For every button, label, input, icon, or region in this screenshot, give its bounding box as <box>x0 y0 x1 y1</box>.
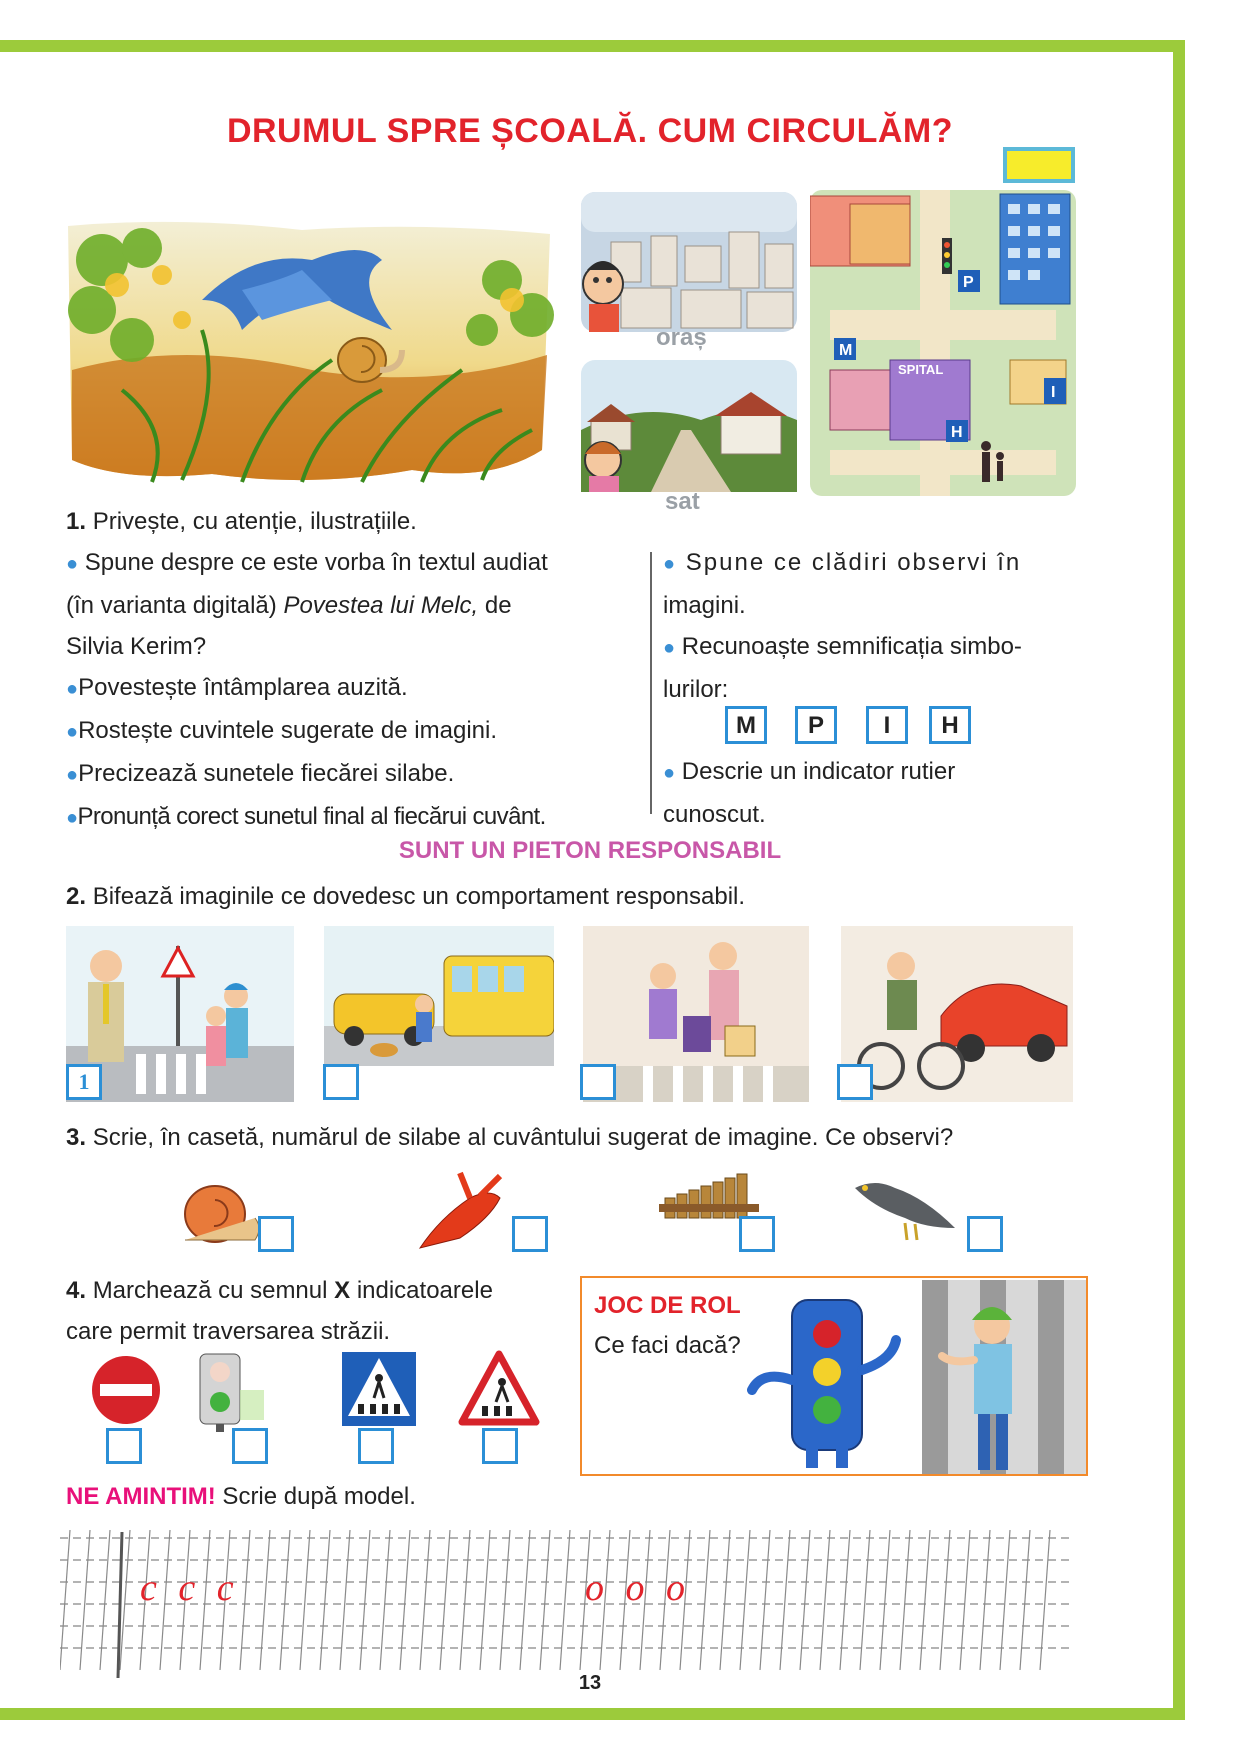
level-badge <box>1003 147 1075 183</box>
ex1-left-line-6: Precizează sunetele fiecărei silabe. <box>78 760 455 787</box>
map-metro-sign: M <box>839 342 853 359</box>
pedestrian-traffic-light-icon <box>196 1350 268 1432</box>
bullet-icon: ● <box>66 553 79 575</box>
map-parking-sign: P <box>963 274 974 291</box>
pedestrian-crossing-sign-icon <box>340 1350 418 1428</box>
ex3-text: Scrie, în casetă, numărul de silabe al cuvântului sugerat de imagine. Ce observi? <box>92 1124 954 1151</box>
page-frame-top <box>0 40 1185 52</box>
ex1-right-line-1: Spune ce clădiri observi în <box>685 549 1022 576</box>
ex1-right-line-5: Descrie un indicator rutier <box>681 758 956 785</box>
symbol-p: P <box>795 706 837 744</box>
handwriting-practice-lines <box>60 1530 1075 1680</box>
city-caption: oraș <box>656 324 707 351</box>
ex1-left-column <box>66 542 641 839</box>
village-caption: sat <box>665 488 700 515</box>
ex2-text: Bifează imaginile ce dovedesc un comportament responsabil. <box>92 883 746 910</box>
ex4-line-2: care permit traversarea străzii. <box>66 1318 391 1345</box>
syllable-box-3[interactable] <box>739 1216 775 1252</box>
writing-model-o: o o o <box>585 1567 691 1609</box>
remember-label: NE AMINTIM! <box>66 1483 216 1510</box>
ex1-left-line-7: Pronunță corect sunetul final al fiecărui cuvânt. <box>77 803 546 830</box>
page-title: DRUMUL SPRE ȘCOALĂ. CUM CIRCULĂM? <box>226 112 954 150</box>
ex1-right-line-4: lurilor: <box>663 676 729 703</box>
map-hospital-sign: H <box>951 424 963 441</box>
sign-checkbox-2[interactable] <box>232 1428 268 1464</box>
syllable-box-2[interactable] <box>512 1216 548 1252</box>
ex1-right-line-6: cunoscut. <box>663 801 766 828</box>
bullet-icon: ● <box>663 762 676 784</box>
checkbox-example-mark: 1 <box>78 1069 90 1094</box>
syllable-box-1[interactable] <box>258 1216 294 1252</box>
ex1-left-line-1: Spune despre ce este vorba în textul audiat <box>84 549 548 576</box>
checkbox-image-2[interactable] <box>323 1064 359 1100</box>
ex1-left-line-5: Rostește cuvintele sugerate de imagini. <box>78 717 497 744</box>
column-divider <box>650 552 652 814</box>
syllable-box-4[interactable] <box>967 1216 1003 1252</box>
ex1-left-line-3: Silvia Kerim? <box>66 633 207 660</box>
symbol-i: I <box>866 706 908 744</box>
cuckoo-bird-icon <box>845 1168 965 1248</box>
sign-checkbox-1[interactable] <box>106 1428 142 1464</box>
village-photo <box>581 360 797 492</box>
ex1-left-line-4: Povestește întâmplarea auzită. <box>78 674 408 701</box>
no-entry-sign-icon <box>90 1354 162 1426</box>
ex4-text-end: indicatoarele <box>350 1277 493 1304</box>
ex1-right-line-3: Recunoaște semnificația simbo- <box>681 633 1022 660</box>
hospital-label: SPITAL <box>898 362 944 377</box>
town-map-illustration <box>810 190 1076 496</box>
role-play-question: Ce faci dacă? <box>594 1332 741 1359</box>
ex3-number: 3. <box>66 1124 87 1151</box>
ex2-number: 2. <box>66 883 87 910</box>
bullet-icon: ● <box>66 807 78 829</box>
page-frame-right <box>1173 40 1185 1720</box>
ex4-text: Marchează cu semnul <box>92 1277 335 1304</box>
bullet-icon: ● <box>663 553 678 575</box>
bullet-icon: ● <box>66 764 79 786</box>
sign-checkbox-3[interactable] <box>358 1428 394 1464</box>
ex1-right-line-2: imagini. <box>663 592 746 619</box>
sign-checkbox-4[interactable] <box>482 1428 518 1464</box>
scene-cyclist-car <box>841 926 1073 1102</box>
pedestrian-warning-sign-icon <box>458 1350 540 1426</box>
remember-text: Scrie după model. <box>215 1483 416 1510</box>
symbol-h: H <box>929 706 971 744</box>
scene-bus-taxi <box>324 926 554 1066</box>
checkbox-image-3[interactable] <box>580 1064 616 1100</box>
ex1-right-column <box>663 542 1093 835</box>
checkbox-image-4[interactable] <box>837 1064 873 1100</box>
ex4-number: 4. <box>66 1277 87 1304</box>
ex1-left-line-2: (în varianta digitală) <box>66 592 284 619</box>
snail-story-illustration <box>62 220 558 490</box>
writing-model-c: c c c <box>140 1567 240 1609</box>
checkbox-image-1[interactable] <box>66 1064 102 1100</box>
ex1-number: 1. <box>66 508 87 535</box>
ex1-heading: Privește, cu atenție, ilustrațiile. <box>92 508 417 535</box>
traffic-light-character-scene <box>742 1280 1086 1474</box>
crayfish-icon <box>400 1168 520 1258</box>
ex4-x-mark: X <box>334 1277 351 1304</box>
page-number: 13 <box>578 1672 602 1694</box>
bullet-icon: ● <box>66 721 79 743</box>
city-photo <box>581 192 797 332</box>
symbol-m: M <box>725 706 767 744</box>
story-title: Povestea lui Melc, <box>283 592 479 619</box>
role-play-panel <box>580 1276 1088 1476</box>
ex1-left-line-2-end: de <box>478 592 512 619</box>
map-info-sign: I <box>1051 384 1056 401</box>
section-subtitle: SUNT UN PIETON RESPONSABIL <box>398 837 782 864</box>
bullet-icon: ● <box>663 637 676 659</box>
page-frame-bottom <box>0 1708 1185 1720</box>
snail-icon <box>175 1178 265 1248</box>
role-play-title: JOC DE ROL <box>594 1292 741 1319</box>
scene-crossing-woman-child <box>583 926 809 1102</box>
bullet-icon: ● <box>66 678 79 700</box>
